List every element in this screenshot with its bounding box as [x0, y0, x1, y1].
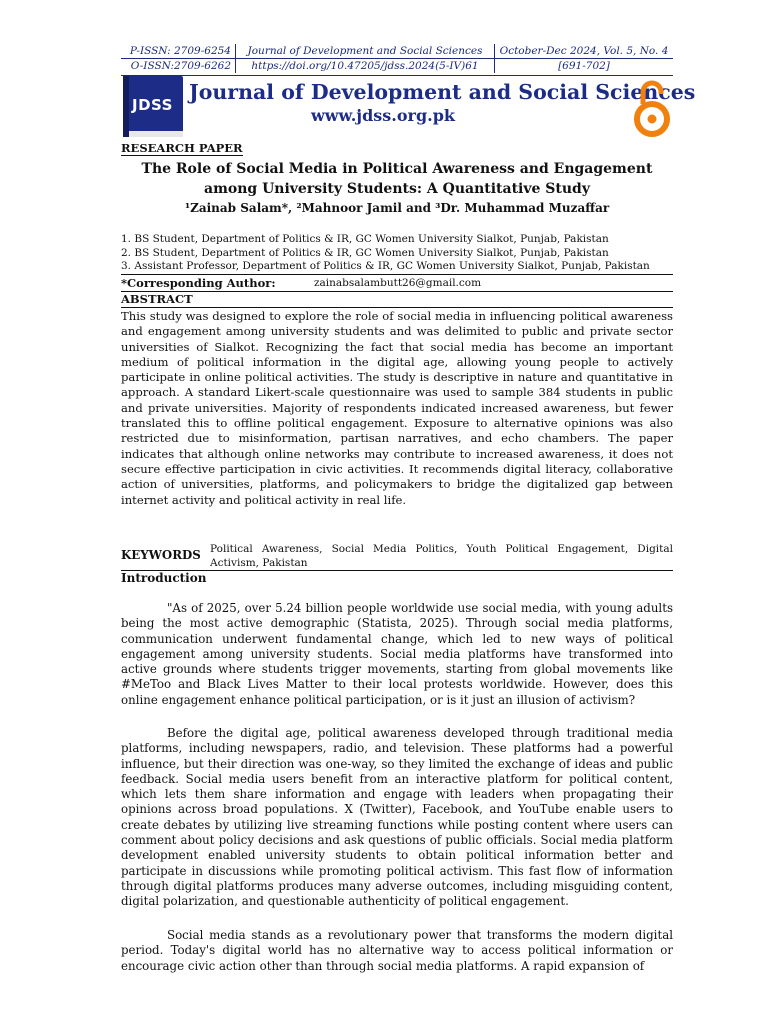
oissn: O-ISSN:2709-6262 — [121, 59, 236, 73]
abstract-heading: ABSTRACT — [121, 292, 193, 306]
affiliation-item: 2. BS Student, Department of Politics & IR, GC Women University Sialkot, Punjab, Pakistan — [121, 246, 609, 259]
journal-header — [121, 44, 673, 73]
authors: ¹Zainab Salam*, ²Mahnoor Jamil and ³Dr. Muhammad Muzaffar — [184, 201, 610, 215]
pissn: P-ISSN: 2709-6254 — [121, 44, 236, 58]
corresponding-label: *Corresponding Author: — [121, 276, 276, 290]
body-paragraph: "As of 2025, over 5.24 billion people worldwide use social media, with young adults being the most active demographic (Statista, 2025). Through social media platforms, communication underwent fundamental change, which led to new ways of political engagement among university students. Social media platforms have transformed into active grounds where students trigger movements, starting from global movements like #MeToo and Black Lives Matter to their local protests worldwide. However, does this online engagement enhance political participation, or is it just an illusion of activism? — [121, 601, 673, 707]
body-paragraph: Social media stands as a revolutionary power that transforms the modern digital period. Today's digital world has no alternative way to access political information or encourage civic action other than through social media platforms. A rapid expansion of — [121, 928, 673, 973]
body-paragraph: Before the digital age, political awareness developed through traditional media platforms, including newspapers, radio, and television. These platforms had a powerful influence, but their direction was one-way, so they limited the exchange of ideas and public feedback. Social media users benefit from an interactive platform for political content, which lets them share information and engage with leaders when propagating their opinions across broad populations. X (Twitter), Facebook, and YouTube enable users to create debates by utilizing live streaming functions while posting content where users can comment about policy decisions and ask questions of public officials. Social media platform development enabled university students to obtain political information better and participate in discussions while promoting political activism. This fast flow of information through digital platforms produces many adverse outcomes, including misguiding content, digital polarization, and questionable authenticity of political engagement. — [121, 726, 673, 909]
corresponding-author — [121, 274, 673, 292]
book-logo-icon — [123, 76, 183, 137]
journal-name: Journal of Development and Social Sciences — [236, 44, 495, 58]
article-type: RESEARCH PAPER — [121, 141, 243, 155]
abstract-text: This study was designed to explore the role of social media in influencing political awareness and engagement among university students and was delimited to public and private sector universities of Sialkot. Recognizing the fact that social media has become an important medium of political information in the digital age, allowing young people to actively participate in online political activities. The study is descriptive in nature and quantitative in approach. A standard Likert-scale questionnaire was used to sample 384 students in public and private universities. Majority of respondents indicated increased awareness, but fewer translated this to offline political engagement. Exposure to alternative opinions was also restricted due to misinformation, partisan narratives, and echo chambers. The paper indicates that although online networks may contribute to increased awareness, it does not secure effective participation in civic activities. It recommends digital literacy, collaborative action of universities, platforms, and policymakers to bridge the digitalized gap between internet activity and political activity in real life. — [121, 309, 673, 507]
keywords-heading: KEYWORDS — [121, 548, 201, 562]
issue-info: October-Dec 2024, Vol. 5, No. 4 — [499, 45, 669, 57]
paper-title — [121, 159, 673, 199]
logo-text: JDSS — [132, 96, 173, 114]
affiliation-item: 3. Assistant Professor, Department of Politics & IR, GC Women University Sialkot, Punjab, Pakistan — [121, 260, 650, 272]
affiliations — [121, 233, 673, 274]
title-line-1: The Role of Social Media in Political Awareness and Engagement — [141, 161, 653, 177]
page-range: [691-702] — [558, 60, 610, 72]
open-access-lock-icon — [633, 78, 671, 138]
affiliation-item: 1. BS Student, Department of Politics & IR, GC Women University Sialkot, Punjab, Pakistan — [121, 233, 609, 245]
corresponding-email[interactable]: zainabsalambutt26@gmail.com — [314, 277, 482, 289]
doi-link[interactable]: https://doi.org/10.47205/jdss.2024(5-IV)61 — [236, 59, 495, 73]
section-heading-introduction: Introduction — [121, 571, 207, 585]
masthead — [121, 76, 696, 138]
journal-url[interactable]: www.jdss.org.pk — [311, 106, 455, 125]
title-line-2: among University Students: A Quantitative Study — [204, 181, 590, 197]
masthead-title: Journal of Development and Social Sciences — [189, 80, 696, 104]
keywords-text: Political Awareness, Social Media Politics, Youth Political Engagement, Digital Activism, Pakistan — [210, 543, 673, 569]
